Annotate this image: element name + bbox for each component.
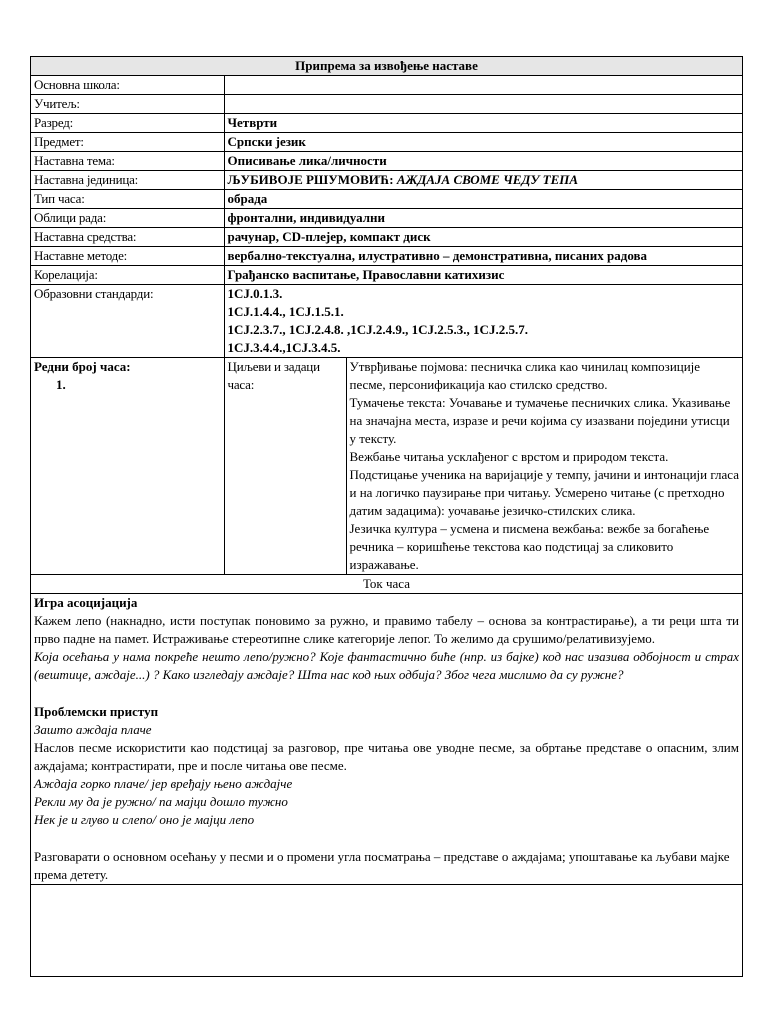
- label-subject: Предмет:: [31, 133, 224, 152]
- title-row: [31, 57, 742, 76]
- closing-text: Разговарати о основном осећању у песми и о промени угла посматрања – представе о аждајама; упоштавање ка љубави мајке према детету.: [34, 849, 730, 882]
- goals-cell: [346, 358, 742, 575]
- lesson-plan-table: [31, 57, 742, 885]
- document-title: Припрема за извођење наставе: [31, 57, 742, 76]
- lesson-number: 1.: [56, 377, 66, 392]
- label-grade: Разред:: [31, 114, 224, 133]
- row-lesson-goals: [31, 358, 742, 575]
- standard-line: 1CJ.0.1.3.: [227, 286, 283, 301]
- standard-line: 1CJ.3.4.4.,1CJ.3.4.5.: [227, 340, 341, 355]
- row-topic: [31, 152, 742, 171]
- spacer: [34, 684, 739, 703]
- value-methods: вербално-текстуална, илустративно – демонстративна, писаних радова: [224, 247, 742, 266]
- label-lesson-type: Тип часа:: [31, 190, 224, 209]
- label-unit: Наставна јединица:: [31, 171, 224, 190]
- row-methods: [31, 247, 742, 266]
- lesson-plan-document: [30, 56, 743, 977]
- value-unit: [224, 171, 742, 190]
- label-methods: Наставне методе:: [31, 247, 224, 266]
- unit-author: ЉУБИВОЈЕ РШУМОВИЋ:: [227, 172, 397, 187]
- section-heading-associations: Игра асоцијација: [34, 595, 138, 610]
- row-teacher: [31, 95, 742, 114]
- section-questions: Која осећања у нама покреће нешто лепо/ружно? Које фантастично биће (нпр. из бајке) код нас изазива одбојност и страх (вештице, аждаје...) ? Како изгледају аждаје? Шта нас код њих одбија? Због чега мислимо да су ружне?: [34, 649, 739, 682]
- row-grade: [31, 114, 742, 133]
- row-lesson-type: [31, 190, 742, 209]
- value-topic: Описивање лика/личности: [224, 152, 742, 171]
- row-correlation: [31, 266, 742, 285]
- row-standards: [31, 285, 742, 358]
- row-subject: [31, 133, 742, 152]
- label-teaching-aids: Наставна средства:: [31, 228, 224, 247]
- standard-line: 1CJ.1.4.4., 1CJ.1.5.1.: [227, 304, 344, 319]
- flow-body: [31, 594, 742, 885]
- spacer: [34, 829, 739, 848]
- value-work-forms: фронтални, индивидуални: [224, 209, 742, 228]
- label-teacher: Учитељ:: [31, 95, 224, 114]
- label-school: Основна школа:: [31, 76, 224, 95]
- section-subtitle-problem: Зашто аждаја плаче: [34, 722, 152, 737]
- row-flow-body: [31, 594, 742, 885]
- label-standards: Образовни стандарди:: [31, 285, 224, 358]
- section-text-problem: Наслов песме искористити као подстицај за разговор, пре читања ове уводне песме, за обртање представе о опасним, злим аждајама; контрастирати, пре и после читања ове песме.: [34, 740, 739, 773]
- section-heading-problem: Проблемски приступ: [34, 704, 159, 719]
- row-flow-title: [31, 575, 742, 594]
- value-school: [224, 76, 742, 95]
- section-text-associations: Кажем лепо (накнадно, исти поступак поновимо за ружно, и правимо табелу – основа за контрастирање), а ти реци шта ти прво падне на памет. Истраживање стереотипне слике категорије лепог. То желимо да срушимо/релативизујемо.: [34, 613, 739, 646]
- value-teacher: [224, 95, 742, 114]
- label-lesson-number: Редни број часа:: [34, 359, 131, 374]
- goal-paragraph: Утврђивање појмова: песничка слика као чинилац композиције песме, персонификација као стилско средство.: [349, 359, 701, 392]
- standard-line: 1CJ.2.3.7., 1CJ.2.4.8. ,1CJ.2.4.9., 1CJ.2.5.3., 1CJ.2.5.7.: [227, 322, 528, 337]
- lesson-number-cell: [31, 358, 224, 575]
- value-subject: Српски језик: [224, 133, 742, 152]
- flow-title: Ток часа: [31, 575, 742, 594]
- value-lesson-type: обрада: [224, 190, 742, 209]
- poem-line: Аждаја горко плаче/ јер вређају њено аждајче: [34, 776, 293, 791]
- row-work-forms: [31, 209, 742, 228]
- value-teaching-aids: рачунар, CD-плејер, компакт диск: [224, 228, 742, 247]
- row-unit: [31, 171, 742, 190]
- label-correlation: Корелација:: [31, 266, 224, 285]
- goal-paragraph: Вежбање читања усклађеног с врстом и природом текста. Подстицање ученика на варијације у темпу, јачини и интонацији гласа и на логичко паузирање при читању. Усмерено читање (с претходно датим задацима): уочавање језичко-стилских слика.: [349, 449, 739, 518]
- poem-line: Нек је и глуво и слепо/ оно је мајци лепо: [34, 812, 255, 827]
- goal-paragraph: Тумачење текста: Уочавање и тумачење песничких слика. Указивање на значајна места, изразе и речи којима су изазвани поједини утисци у тексту.: [349, 395, 731, 446]
- value-standards: [224, 285, 742, 358]
- row-teaching-aids: [31, 228, 742, 247]
- label-goals: Циљеви и задаци часа:: [224, 358, 346, 575]
- label-topic: Наставна тема:: [31, 152, 224, 171]
- label-work-forms: Облици рада:: [31, 209, 224, 228]
- unit-poem-title: АЖДАЈА СВОМЕ ЧЕДУ ТЕПА: [396, 172, 579, 187]
- poem-line: Рекли му да је ружно/ па мајци дошло тужно: [34, 794, 288, 809]
- value-correlation: Грађанско васпитање, Православни катихизис: [224, 266, 742, 285]
- row-school: [31, 76, 742, 95]
- value-grade: Четврти: [224, 114, 742, 133]
- goal-paragraph: Језичка култура – усмена и писмена вежбања: вежбе за богаћење речника – коришћење текстова као подстицај за сликовито изражавање.: [349, 521, 710, 572]
